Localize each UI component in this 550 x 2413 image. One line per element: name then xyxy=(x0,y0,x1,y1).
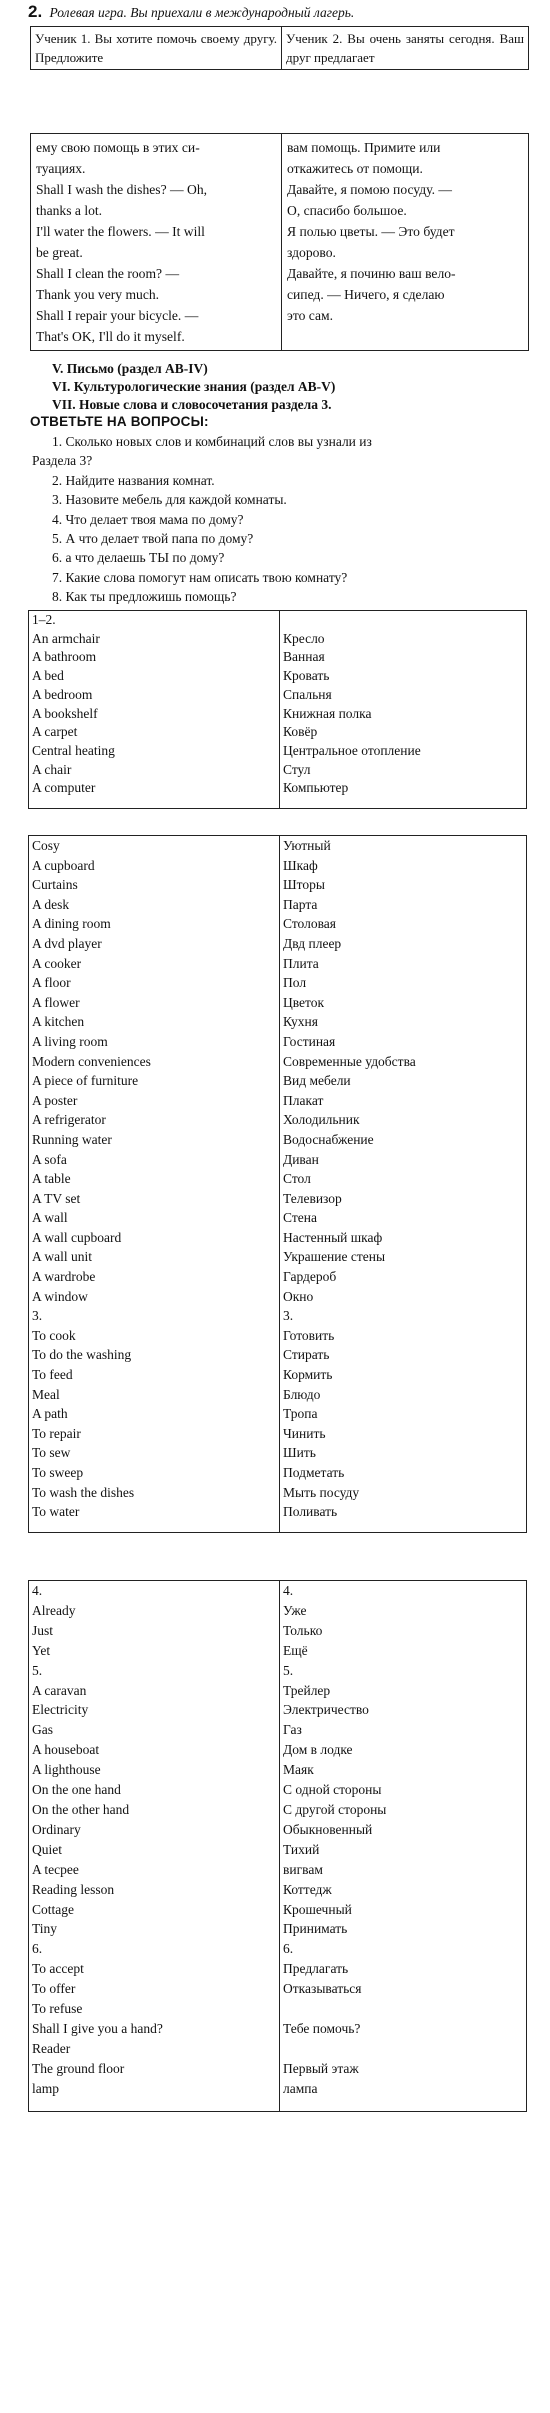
vocab-entry: Готовить xyxy=(283,1327,335,1343)
vocab-entry: To feed xyxy=(32,1367,73,1383)
vocab-1-russian-column xyxy=(280,611,527,809)
vocab-entry: Electricity xyxy=(32,1702,89,1718)
dialogue-table xyxy=(30,133,529,351)
answer-questions-heading: ОТВЕТЬТЕ НА ВОПРОСЫ: xyxy=(30,414,209,429)
dialogue-line: Thank you very much. xyxy=(36,287,160,302)
vocab-entry: Кровать xyxy=(283,668,330,684)
vocab-entry: On the one hand xyxy=(32,1782,121,1798)
role-student-1: Ученик 1. Вы хотите помочь своему другу. Предложите xyxy=(31,27,282,70)
dialogue-right-column xyxy=(282,134,529,351)
vocab-entry: To do the washing xyxy=(32,1347,132,1363)
vocab-entry: Отказываться xyxy=(283,1981,362,1997)
question-item: 1. Сколько новых слов и комбинаций слов вы узнали из xyxy=(52,434,372,449)
question-item: 3. Назовите мебель для каждой комнаты. xyxy=(52,492,287,508)
vocab-entry: Tiny xyxy=(32,1921,58,1937)
vocab-entry: Настенный шкаф xyxy=(283,1229,383,1245)
vocab-entry: Газ xyxy=(283,1722,302,1738)
vocab-entry: Коттедж xyxy=(283,1881,332,1897)
dialogue-line: откажитесь от помощи. xyxy=(287,161,423,176)
vocab-entry: Уже xyxy=(283,1602,307,1618)
dialogue-line: Давайте, я помою посуду. — xyxy=(287,182,452,197)
dialogue-line: вам помощь. Примите или xyxy=(287,140,441,155)
vocab-entry: A sofa xyxy=(32,1151,67,1167)
vocab-entry: Плакат xyxy=(283,1092,324,1108)
task-number: 2. xyxy=(28,2,43,21)
vocab-entry: A bed xyxy=(32,668,64,684)
vocab-entry: Пол xyxy=(283,975,307,991)
vocab-entry: Только xyxy=(283,1622,323,1638)
vocab-entry: The ground floor xyxy=(32,2060,125,2076)
vocab-entry: 5. xyxy=(283,1662,294,1678)
vocab-entry: 3. xyxy=(283,1308,294,1324)
question-item: 6. а что делаешь ТЫ по дому? xyxy=(52,550,225,566)
vocab-entry: A cupboard xyxy=(32,857,95,873)
vocab-entry: On the other hand xyxy=(32,1801,130,1817)
vocab-entry: Водоснабжение xyxy=(283,1131,374,1147)
dialogue-line: Shall I repair your bicycle. — xyxy=(36,308,199,323)
vocab-entry: Гардероб xyxy=(283,1269,337,1285)
dialogue-line: это сам. xyxy=(287,308,334,323)
vocab-entry: A wardrobe xyxy=(32,1269,96,1285)
vocab-entry: Центральное отопление xyxy=(283,742,421,758)
vocab-entry: Гостиная xyxy=(283,1033,336,1049)
question-item: 2. Найдите названия комнат. xyxy=(52,472,215,488)
vocab-entry: To sew xyxy=(32,1445,71,1461)
vocab-entry: Столовая xyxy=(283,916,337,932)
vocab-entry: Вид мебели xyxy=(283,1073,351,1089)
vocab-entry: Стирать xyxy=(283,1347,330,1363)
vocab-entry: Маяк xyxy=(283,1762,314,1778)
vocab-entry: Стул xyxy=(283,761,311,777)
dialogue-line: Давайте, я починю ваш вело- xyxy=(287,266,456,281)
vocab-entry: Телевизор xyxy=(283,1190,342,1206)
vocab-entry: To repair xyxy=(32,1425,81,1441)
vocab-entry: Современные удобства xyxy=(283,1053,416,1069)
vocab-entry: Электричество xyxy=(283,1702,369,1718)
vocab-table-3 xyxy=(28,1580,527,2112)
vocab-entry: To refuse xyxy=(32,2001,83,2017)
vocab-entry: Modern conveniences xyxy=(32,1053,151,1069)
vocab-entry: 3. xyxy=(32,1308,43,1324)
vocab-entry: Central heating xyxy=(32,742,115,758)
vocab-entry: To accept xyxy=(32,1961,84,1977)
roles-table xyxy=(30,26,529,70)
vocab-entry: Shall I give you a hand? xyxy=(32,2020,163,2036)
vocab-entry: Ванная xyxy=(283,649,325,665)
vocab-3-english-column xyxy=(29,1581,280,2112)
dialogue-left-column xyxy=(31,134,282,351)
dialogue-line: О, спасибо большое. xyxy=(287,203,407,218)
vocab-entry: Кухня xyxy=(283,1014,318,1030)
vocab-entry: A bathroom xyxy=(32,649,97,665)
vocab-entry: To offer xyxy=(32,1981,76,1997)
vocab-entry: A caravan xyxy=(32,1682,87,1698)
vocab-table-1 xyxy=(28,610,527,809)
role-student-2: Ученик 2. Вы очень заняты сегодня. Ваш друг предлагает xyxy=(282,27,529,70)
vocab-entry: С другой стороны xyxy=(283,1801,387,1817)
vocab-entry: An armchair xyxy=(32,630,100,646)
vocab-entry: 4. xyxy=(32,1583,43,1598)
vocab-entry: Шкаф xyxy=(283,857,318,873)
vocab-entry: A desk xyxy=(32,896,70,912)
vocab-entry: A window xyxy=(32,1288,88,1304)
vocab-entry: Чинить xyxy=(283,1425,326,1441)
vocab-2-english-column xyxy=(29,836,280,1533)
vocab-entry: Блюдо xyxy=(283,1386,321,1402)
vocab-entry: A wall unit xyxy=(32,1249,92,1265)
vocab-entry: 5. xyxy=(32,1662,43,1678)
vocab-entry: A refrigerator xyxy=(32,1112,106,1128)
dialogue-line: Shall I clean the room? — xyxy=(36,266,180,281)
vocab-entry: Already xyxy=(32,1602,76,1618)
vocab-entry: Кормить xyxy=(283,1367,333,1383)
vocab-entry: С одной стороны xyxy=(283,1782,382,1798)
vocab-entry: Первый этаж xyxy=(283,2060,359,2076)
vocab-entry: A bookshelf xyxy=(32,705,98,721)
vocab-entry: Дом в лодке xyxy=(283,1742,353,1758)
vocab-entry: A floor xyxy=(32,975,71,991)
vocab-entry: Quiet xyxy=(32,1841,62,1857)
question-item: Раздела 3? xyxy=(32,453,93,469)
vocab-entry: Холодильник xyxy=(283,1112,360,1128)
sections-list xyxy=(52,360,532,414)
vocab-entry: A living room xyxy=(32,1033,108,1049)
dialogue-line: be great. xyxy=(36,245,83,260)
dialogue-line: Я полью цветы. — Это будет xyxy=(287,224,455,239)
questions-list xyxy=(32,432,522,607)
vocab-entry: Reader xyxy=(32,2040,71,2056)
vocab-entry: Кресло xyxy=(283,630,325,646)
vocab-entry: A bedroom xyxy=(32,686,93,702)
dialogue-line: thanks a lot. xyxy=(36,203,103,218)
vocab-3-russian-column xyxy=(280,1581,527,2112)
vocab-entry: A dvd player xyxy=(32,935,102,951)
vocab-entry: A lighthouse xyxy=(32,1762,101,1778)
vocab-entry: Книжная полка xyxy=(283,705,372,721)
vocab-entry: To wash the dishes xyxy=(32,1484,135,1500)
vocab-entry: Поливать xyxy=(283,1504,338,1520)
vocab-entry: Принимать xyxy=(283,1921,348,1937)
vocab-entry: Just xyxy=(32,1622,54,1638)
vocab-entry: Ковёр xyxy=(283,724,318,740)
task-title: Ролевая игра. Вы приехали в международный лагерь. xyxy=(49,5,355,20)
vocab-entry: Диван xyxy=(283,1151,319,1167)
vocab-entry: Шторы xyxy=(283,877,325,893)
vocab-entry: A poster xyxy=(32,1092,78,1108)
vocab-entry: A piece of furniture xyxy=(32,1073,139,1089)
vocab-entry: lamp xyxy=(32,2080,59,2096)
vocab-entry: Тебе помочь? xyxy=(283,2020,361,2036)
vocab-entry: Curtains xyxy=(32,877,78,893)
vocab-entry: Цветок xyxy=(283,994,325,1010)
vocab-entry: A wall cupboard xyxy=(32,1229,122,1245)
vocab-entry: Gas xyxy=(32,1722,53,1738)
vocab-entry: Тропа xyxy=(283,1406,318,1422)
vocab-entry: Парта xyxy=(283,896,318,912)
vocab-entry: вигвам xyxy=(283,1861,323,1877)
vocab-entry: A dining room xyxy=(32,916,111,932)
dialogue-line: здорово. xyxy=(287,245,336,260)
vocab-2-russian-column xyxy=(280,836,527,1533)
vocab-entry: A cooker xyxy=(32,955,82,971)
vocab-entry: Предлагать xyxy=(283,1961,349,1977)
task-header xyxy=(28,2,548,24)
vocab-entry: A carpet xyxy=(32,724,78,740)
vocab-entry: Шить xyxy=(283,1445,316,1461)
vocab-entry: Компьютер xyxy=(283,780,349,796)
vocab-entry: 6. xyxy=(32,1941,43,1957)
vocab-entry: Cosy xyxy=(32,838,60,853)
dialogue-line: туациях. xyxy=(36,161,86,176)
dialogue-line: I'll water the flowers. — It will xyxy=(36,224,205,239)
vocab-entry: To cook xyxy=(32,1327,76,1343)
dialogue-line: That's OK, I'll do it myself. xyxy=(36,329,185,344)
dialogue-line: сипед. — Ничего, я сделаю xyxy=(287,287,445,302)
vocab-entry: Спальня xyxy=(283,686,332,702)
vocab-entry: Двд плеер xyxy=(283,935,342,951)
vocab-entry: Running water xyxy=(32,1131,112,1147)
vocab-entry xyxy=(283,2039,523,2059)
vocab-entry: Стена xyxy=(283,1210,317,1226)
vocab-entry: Стол xyxy=(283,1171,311,1187)
vocab-entry: 4. xyxy=(283,1583,294,1598)
vocab-entry: Тихий xyxy=(283,1841,320,1857)
vocab-entry: Трейлер xyxy=(283,1682,331,1698)
vocab-entry: A houseboat xyxy=(32,1742,100,1758)
vocab-entry: Окно xyxy=(283,1288,314,1304)
vocab-entry: Украшение стены xyxy=(283,1249,386,1265)
vocab-entry: 6. xyxy=(283,1941,294,1957)
vocab-entry: A computer xyxy=(32,780,96,796)
vocab-entry: Yet xyxy=(32,1642,51,1658)
question-item: 8. Как ты предложишь помощь? xyxy=(52,589,237,605)
vocab-entry: Cottage xyxy=(32,1901,74,1917)
vocab-entry: A chair xyxy=(32,761,72,777)
vocab-entry: A path xyxy=(32,1406,68,1422)
vocab-entry: Ordinary xyxy=(32,1821,81,1837)
vocab-entry: Уютный xyxy=(283,838,331,853)
vocab-entry: A tecpee xyxy=(32,1861,79,1877)
vocab-1-english-column xyxy=(29,611,280,809)
section-heading: V. Письмо (раздел AB-IV) xyxy=(52,361,208,376)
question-item: 4. Что делает твоя мама по дому? xyxy=(52,511,244,527)
vocab-entry: A table xyxy=(32,1171,71,1187)
dialogue-line: Shall I wash the dishes? — Oh, xyxy=(36,182,208,197)
dialogue-line: ему свою помощь в этих си- xyxy=(36,140,200,155)
vocab-entry: To sweep xyxy=(32,1465,84,1480)
vocab-entry: Reading lesson xyxy=(32,1881,115,1897)
vocab-entry: Meal xyxy=(32,1386,60,1402)
vocab-entry: Ещё xyxy=(283,1642,308,1658)
vocab-entry: A wall xyxy=(32,1210,68,1226)
vocab-entry: A TV set xyxy=(32,1190,81,1206)
question-item: 7. Какие слова помогут нам описать твою комнату? xyxy=(52,569,348,585)
section-heading: VI. Культурологические знания (раздел AB-V) xyxy=(52,379,336,394)
section-heading: VII. Новые слова и словосочетания раздела 3. xyxy=(52,397,332,412)
vocab-table-2 xyxy=(28,835,527,1533)
vocab-entry: A kitchen xyxy=(32,1014,85,1030)
vocab-entry: 1–2. xyxy=(32,612,56,627)
vocab-entry: Подметать xyxy=(283,1465,345,1480)
vocab-entry: лампа xyxy=(283,2080,318,2096)
question-item: 5. А что делает твой папа по дому? xyxy=(52,531,254,547)
vocab-entry xyxy=(283,611,523,630)
vocab-entry xyxy=(283,1999,523,2019)
vocab-entry: Обыкновенный xyxy=(283,1821,373,1837)
vocab-entry: A flower xyxy=(32,994,80,1010)
vocab-entry: Крошечный xyxy=(283,1901,352,1917)
vocab-entry: Плита xyxy=(283,955,319,971)
vocab-entry: To water xyxy=(32,1504,80,1520)
vocab-entry: Мыть посуду xyxy=(283,1484,360,1500)
